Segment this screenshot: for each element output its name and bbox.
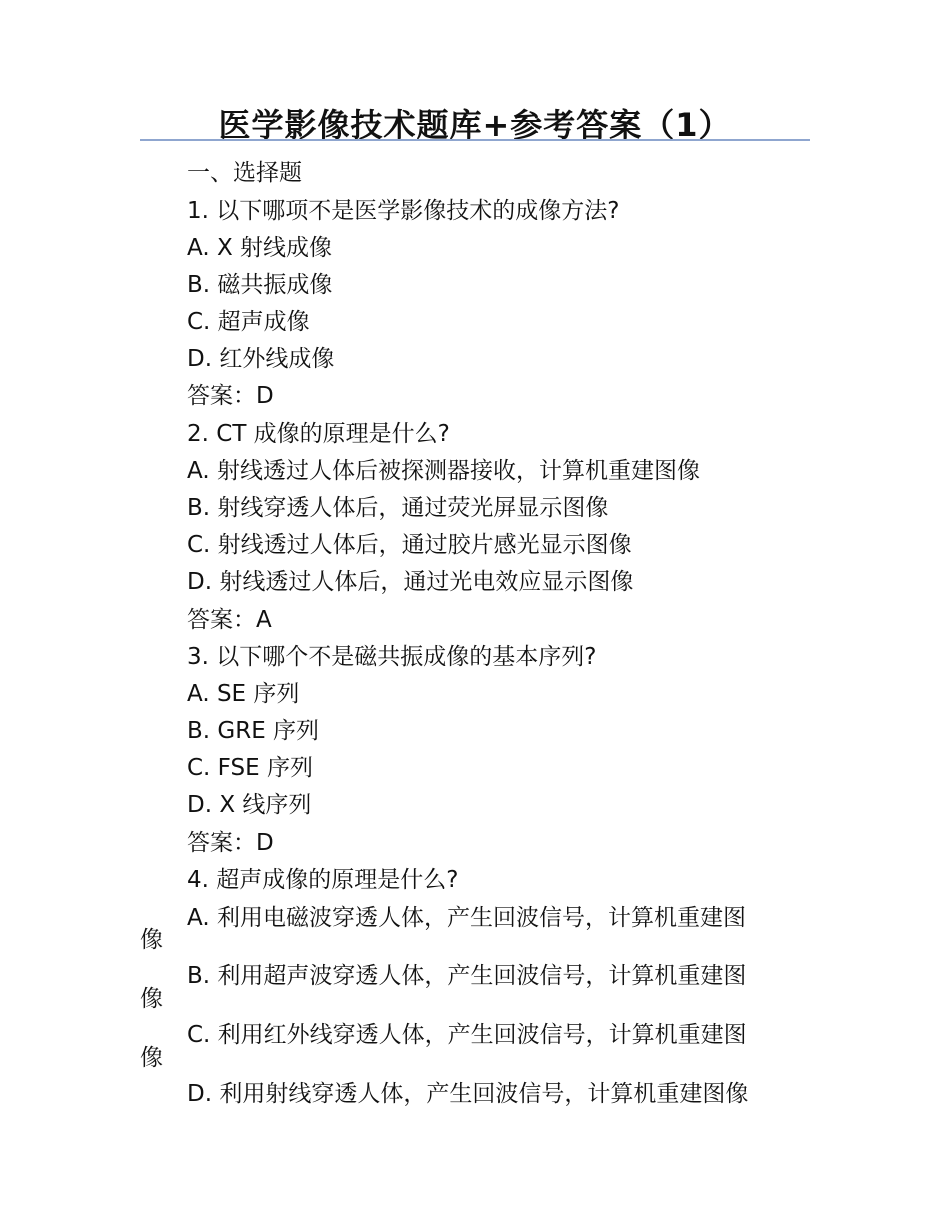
question-3-answer: 答案：D <box>187 830 274 856</box>
question-2-answer: 答案：A <box>187 607 272 633</box>
question-1-answer: 答案：D <box>187 383 274 409</box>
question-1-stem: 1. 以下哪项不是医学影像技术的成像方法? <box>187 198 620 224</box>
section-heading: 一、选择题 <box>187 160 302 186</box>
question-4-option-d: D. 利用射线穿透人体，产生回波信号，计算机重建图像 <box>187 1081 749 1107</box>
question-1-option-b: B. 磁共振成像 <box>187 272 333 298</box>
title-underline <box>140 139 810 141</box>
question-4-option-a: A. 利用电磁波穿透人体，产生回波信号，计算机重建图 <box>187 905 746 931</box>
document-title: 医学影像技术题库+参考答案（1） <box>218 106 732 144</box>
question-3-option-d: D. X 线序列 <box>187 792 312 818</box>
question-2-stem: 2. CT 成像的原理是什么? <box>187 421 450 447</box>
question-2-option-a: A. 射线透过人体后被探测器接收，计算机重建图像 <box>187 458 700 484</box>
question-2-option-b: B. 射线穿透人体后，通过荧光屏显示图像 <box>187 495 609 521</box>
question-4-option-a-wrap: 像 <box>140 927 163 953</box>
question-4-option-c-wrap: 像 <box>140 1045 163 1071</box>
question-3-option-b: B. GRE 序列 <box>187 718 320 744</box>
question-2-option-d: D. 射线透过人体后，通过光电效应显示图像 <box>187 569 634 595</box>
question-1-option-a: A. X 射线成像 <box>187 235 333 261</box>
question-4-option-b: B. 利用超声波穿透人体，产生回波信号，计算机重建图 <box>187 963 747 989</box>
question-1-option-c: C. 超声成像 <box>187 309 310 335</box>
question-1-option-d: D. 红外线成像 <box>187 346 335 372</box>
question-3-option-c: C. FSE 序列 <box>187 755 313 781</box>
question-4-option-b-wrap: 像 <box>140 986 163 1012</box>
question-4-stem: 4. 超声成像的原理是什么? <box>187 867 459 893</box>
question-2-option-c: C. 射线透过人体后，通过胶片感光显示图像 <box>187 532 632 558</box>
question-3-option-a: A. SE 序列 <box>187 681 300 707</box>
question-3-stem: 3. 以下哪个不是磁共振成像的基本序列? <box>187 644 597 670</box>
question-4-option-c: C. 利用红外线穿透人体，产生回波信号，计算机重建图 <box>187 1022 747 1048</box>
